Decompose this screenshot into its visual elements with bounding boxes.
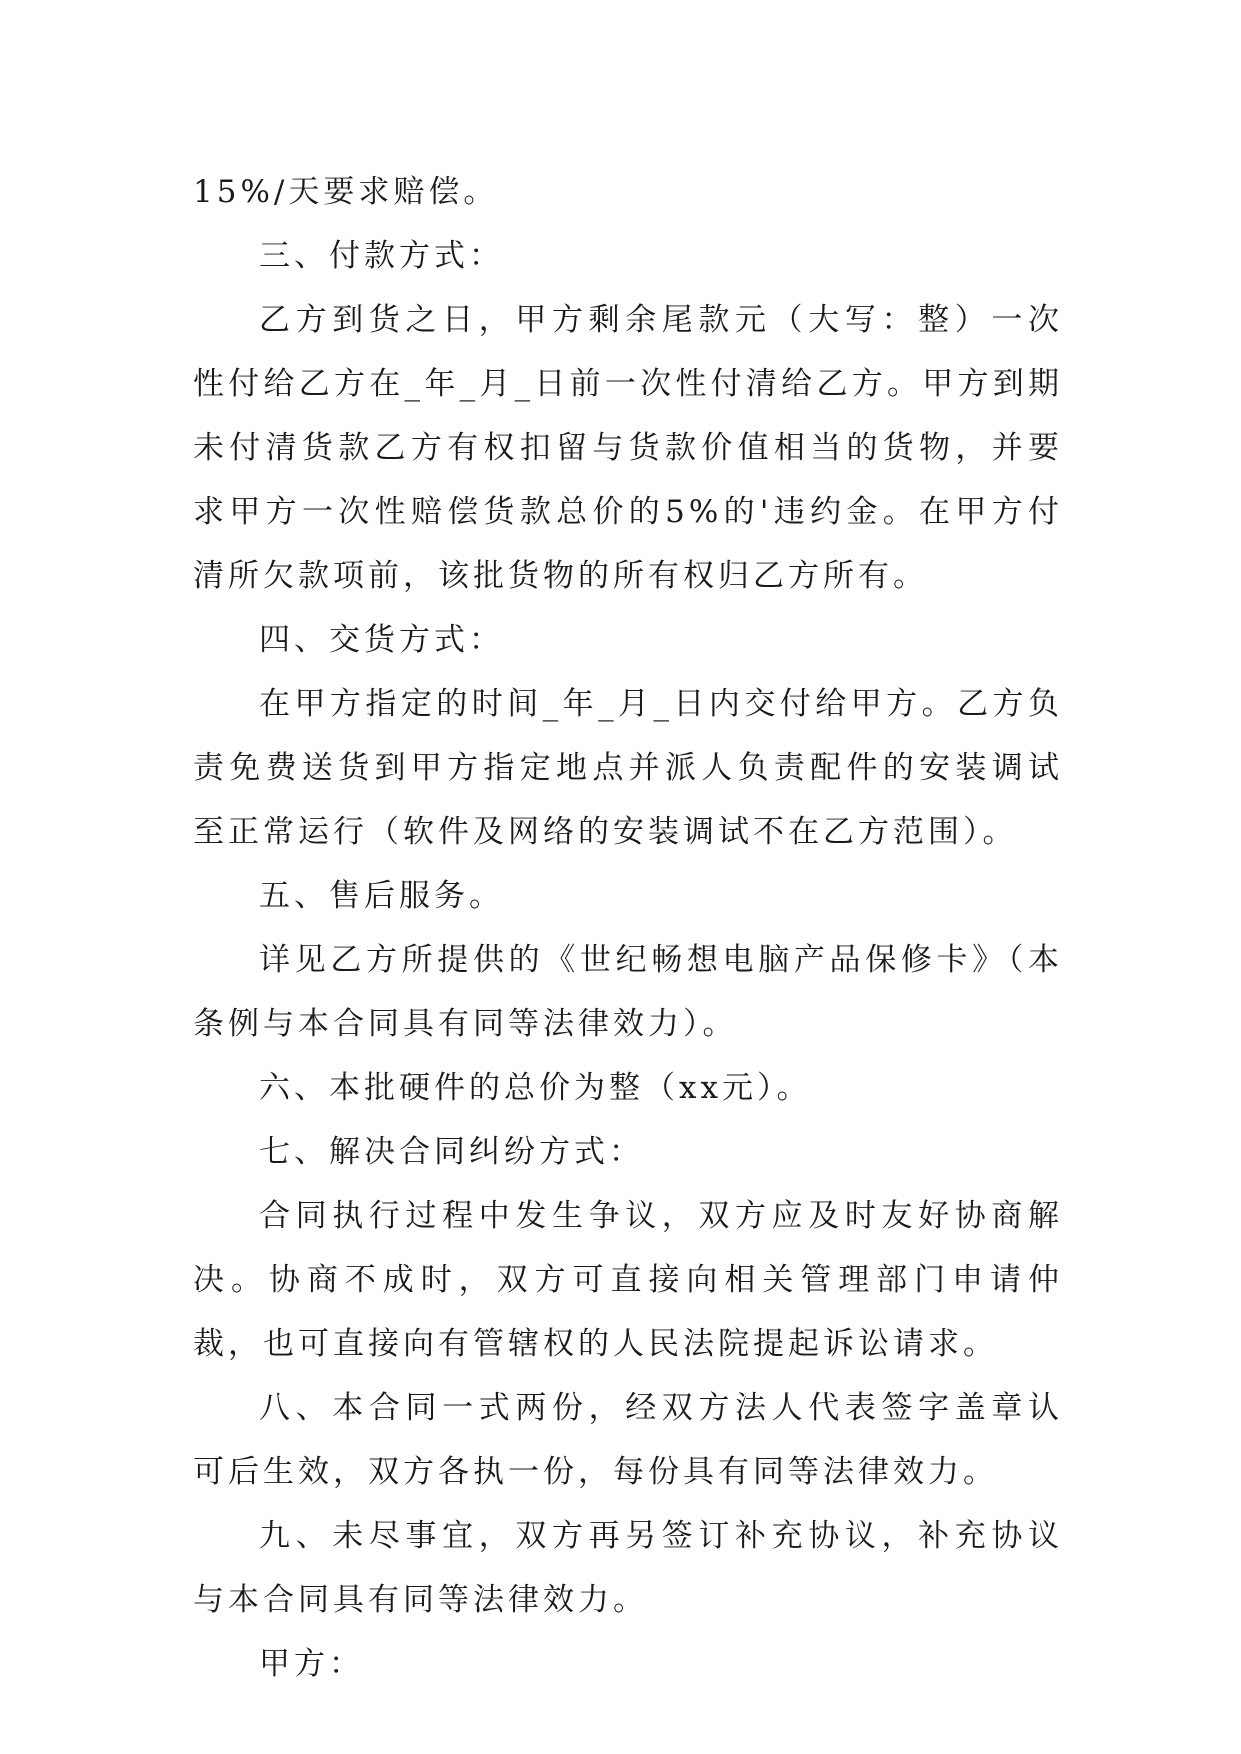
paragraph-copies-clause: 八、本合同一式两份，经双方法人代表签字盖章认可后生效，双方各执一份，每份具有同等法律效力。: [193, 1390, 1063, 1490]
heading-payment-method: 三、付款方式：: [259, 238, 504, 274]
paragraph-delivery-terms: 在甲方指定的时间_年_月_日内交付给甲方。乙方负责免费送货到甲方指定地点并派人负责配件的安装调试至正常运行（软件及网络的安装调试不在乙方范围）。: [193, 686, 1063, 850]
document-body: [193, 160, 1063, 1696]
heading-delivery-method: 四、交货方式：: [259, 622, 504, 658]
paragraph-after-sales-terms: 详见乙方所提供的《世纪畅想电脑产品保修卡》（本条例与本合同具有同等法律效力）。: [193, 942, 1063, 1042]
heading-after-sales: 五、售后服务。: [259, 878, 504, 914]
paragraph-continuation: 15%/天要求赔偿。: [193, 174, 499, 210]
heading-dispute-resolution: 七、解决合同纠纷方式：: [259, 1134, 644, 1170]
paragraph-dispute-terms: 合同执行过程中发生争议，双方应及时友好协商解决。协商不成时，双方可直接向相关管理部门申请仲裁，也可直接向有管辖权的人民法院提起诉讼请求。: [193, 1198, 1063, 1362]
paragraph-payment-terms: 乙方到货之日，甲方剩余尾款元（大写：整）一次性付给乙方在_年_月_日前一次性付清给乙方。甲方到期未付清货款乙方有权扣留与货款价值相当的货物，并要求甲方一次性赔偿货款总价的5%的'违约金。在甲方付清所欠款项前，该批货物的所有权归乙方所有。: [193, 302, 1063, 594]
paragraph-supplementary-clause: 九、未尽事宜，双方再另签订补充协议，补充协议与本合同具有同等法律效力。: [193, 1518, 1063, 1618]
party-a-signature-label: 甲方：: [259, 1646, 364, 1682]
heading-total-price: 六、本批硬件的总价为整（xx元）。: [259, 1070, 812, 1106]
